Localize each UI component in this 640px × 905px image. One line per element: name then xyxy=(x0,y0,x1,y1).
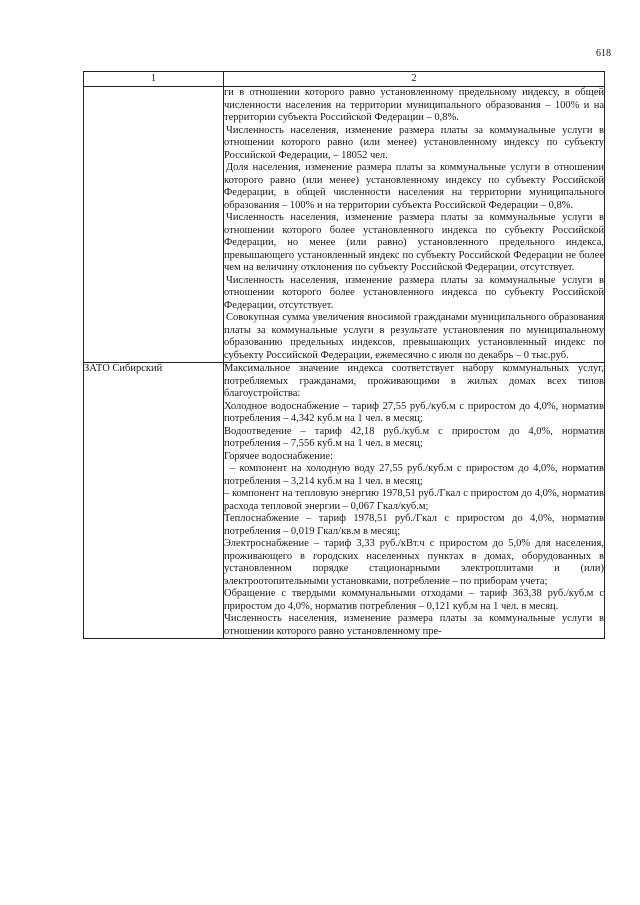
paragraph: Численность населения, изменение размера платы за коммунальные услуги в отношении которого равно (или менее) установленному индексу по субъекту Российской Федерации, – 18052 чел. xyxy=(224,124,604,161)
table-row xyxy=(84,363,605,639)
paragraph: – компонент на тепловую энергию 1978,51 руб./Гкал с приростом до 4,0%, норматив расхода тепловой энергии – 0,067 Гкал/куб.м; xyxy=(224,488,604,512)
table-row xyxy=(84,87,605,363)
paragraph: Численность населения, изменение размера платы за коммунальные услуги в отношении которого равно установленному пре- xyxy=(224,613,604,637)
municipality-cell: ЗАТО Сибирский xyxy=(84,363,224,639)
paragraph: Электроснабжение – тариф 3,33 руб./кВт.ч с приростом до 5,0% для населения, проживающего в городских населенных пунктах в домах, оборудованных в установленном порядке стационарными электроплитами и (или) электроотопительными установками, потребление – по приборам учета; xyxy=(224,538,604,587)
description-cell xyxy=(224,363,605,639)
paragraph: Численность населения, изменение размера платы за коммунальные услуги в отношении которого более установленного индекса по субъекту Российской Федерации, отсутствует. xyxy=(224,274,604,311)
paragraph: Доля населения, изменение размера платы за коммунальные услуги в отношении которого равно (или менее) установленному индексу по субъекту Российской Федерации, в общей численности населения на территории муниципального образования – 100% и на территории субъекта Российской Федерации – 0,8%. xyxy=(224,162,604,211)
paragraph: Численность населения, изменение размера платы за коммунальные услуги в отношении которого более установленного индекса по субъекту Российской Федерации, но менее (или равно) установленного предельного индекса, превышающего установленный индекс по субъекту Российской Федерации не более чем на величину отклонения по субъекту Российской Федерации, отсутствует. xyxy=(224,212,604,273)
table-header-row xyxy=(84,72,605,87)
paragraph: Максимальное значение индекса соответствует набору коммунальных услуг, потребляемых гражданами, проживающими в жилых домах всех типов благоустройства: xyxy=(224,363,604,399)
paragraph: Горячее водоснабжение: xyxy=(224,450,334,462)
municipality-cell xyxy=(84,87,224,363)
tariff-table xyxy=(83,71,605,639)
paragraph: Теплоснабжение – тариф 1978,51 руб./Гкал с приростом до 4,0%, норматив потребления – 0,019 Гкал/кв.м в месяц; xyxy=(224,513,604,537)
paragraph: Холодное водоснабжение – тариф 27,55 руб./куб.м с приростом до 4,0%, норматив потребления – 4,342 куб.м на 1 чел. в месяц; xyxy=(224,400,604,424)
page-number: 618 xyxy=(596,48,611,59)
paragraph: – компонент на холодную воду 27,55 руб./куб.м с приростом до 4,0%, норматив потребления – 3,214 куб.м на 1 чел. в месяц; xyxy=(224,463,604,487)
column-header-2: 2 xyxy=(224,72,605,87)
description-cell xyxy=(224,87,605,363)
paragraph: Совокупная сумма увеличения вносимой гражданами муниципального образования платы за коммунальные услуги в результате установления по муниципальному образованию предельных индексов, превышающих установленный индекс по субъекту Российской Федерации, ежемесячно с июля по декабрь – 0 тыс.руб. xyxy=(224,312,604,361)
paragraph: ги в отношении которого равно установленному предельному индексу, в общей численности населения на территории муниципального образования – 100% и на территории субъекта Российской Федерации – 0,8%. xyxy=(224,87,604,123)
paragraph: Обращение с твердыми коммунальными отходами – тариф 363,38 руб./куб.м с приростом до 4,0%, норматив потребления – 0,121 куб.м на 1 чел. в месяц. xyxy=(224,588,604,612)
paragraph: Водоотведение – тариф 42,18 руб./куб.м с приростом до 4,0%, норматив потребления – 7,556 куб.м на 1 чел. в месяц; xyxy=(224,425,604,449)
column-header-1: 1 xyxy=(84,72,224,87)
